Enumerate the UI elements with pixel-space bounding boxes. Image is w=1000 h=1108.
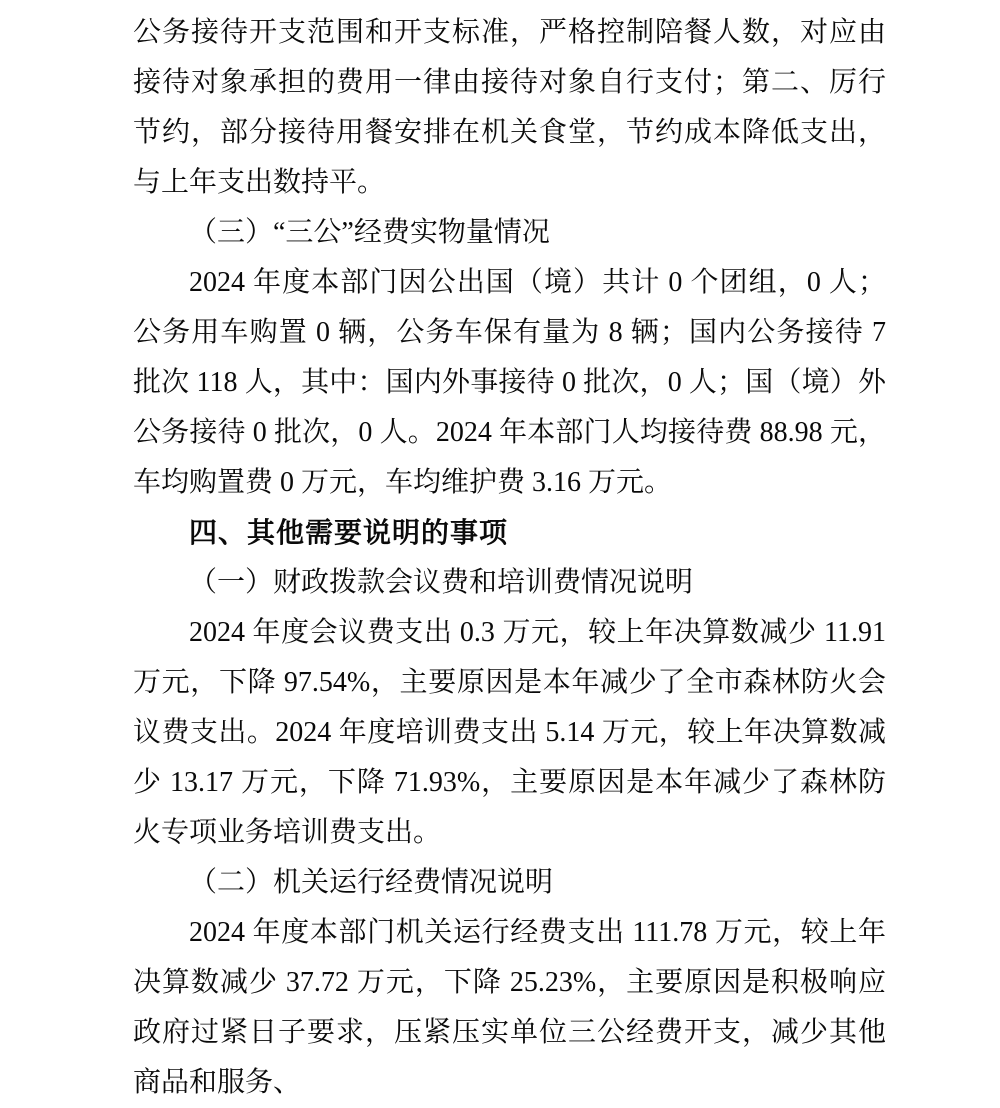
body-paragraph-meeting-training-fees-details: 2024 年度会议费支出 0.3 万元，较上年决算数减少 11.91 万元，下降 97.54%，主要原因是本年减少了全市森林防火会议费支出。2024 年度培训费支出 5.14 万元，较上年决算数减少 13.17 万元，下降 71.93%，主要原因是本年减少了森林防火专项业务培训费支出。 — [133, 617, 886, 848]
body-paragraph-reception-continuation: 公务接待开支范围和开支标准，严格控制陪餐人数，对应由接待对象承担的费用一律由接待对象自行支付；第二、厉行节约，部分接待用餐安排在机关食堂，节约成本降低支出，与上年支出数持平。 — [133, 17, 886, 198]
section-heading-other-matters: 四、其他需要说明的事项 — [189, 517, 509, 548]
subsection-heading-three-public-physical-quantity: （三）“三公”经费实物量情况 — [189, 217, 550, 248]
body-paragraph-agency-operating-funds-details: 2024 年度本部门机关运行经费支出 111.78 万元，较上年决算数减少 37.72 万元，下降 25.23%，主要原因是积极响应政府过紧日子要求，压紧压实单位三公经费开支，减少其他商品和服务、 — [133, 917, 886, 1098]
body-paragraph-physical-quantity-details: 2024 年度本部门因公出国（境）共计 0 个团组，0 人；公务用车购置 0 辆，公务车保有量为 8 辆；国内公务接待 7 批次 118 人，其中：国内外事接待 0 批次，0 人；国（境）外公务接待 0 批次，0 人。2024 年本部门人均接待费 88.98 元，车均购置费 0 万元，车均维护费 3.16 万元。 — [133, 267, 886, 498]
subsection-heading-agency-operating-funds: （二）机关运行经费情况说明 — [189, 867, 554, 898]
subsection-heading-meeting-training-fees: （一）财政拨款会议费和培训费情况说明 — [189, 567, 694, 598]
